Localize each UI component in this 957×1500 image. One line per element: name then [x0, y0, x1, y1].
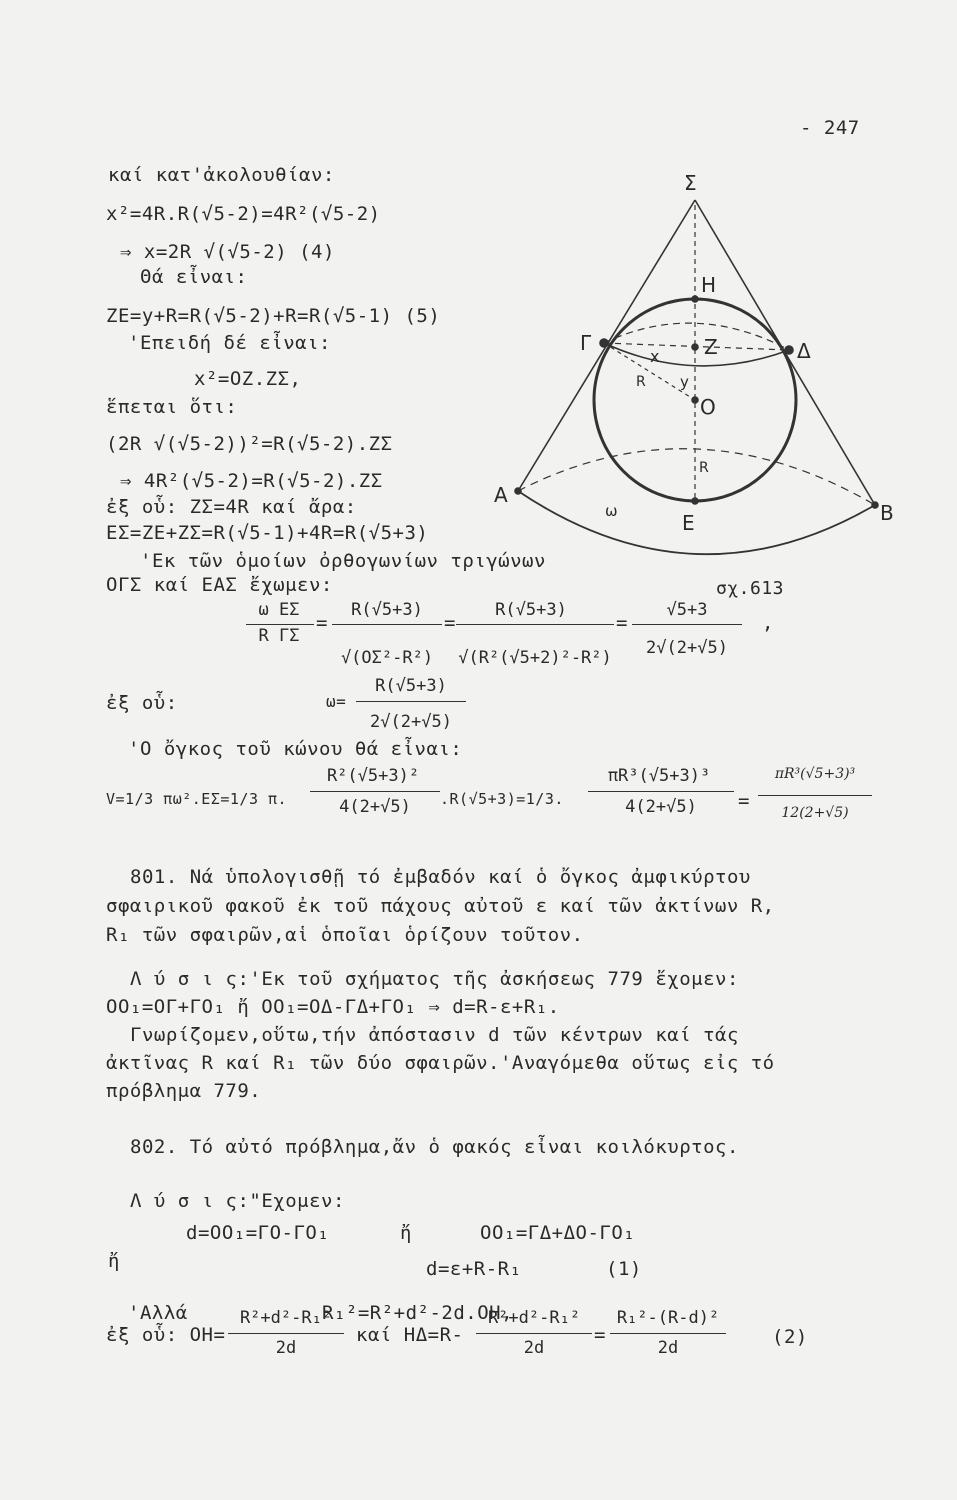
omega-lhs: ω= [326, 692, 347, 711]
derivation-line: 'Επειδή δέ εἶναι: [128, 332, 331, 354]
solution-802-line: 'Αλλά [128, 1302, 188, 1324]
solution-801-line: ἀκτῖνας R καί R₁ τῶν δύο σφαιρῶν.'Αναγόμεθα οὕτως εἰς τό [106, 1052, 775, 1074]
ratio-f1-bar [332, 624, 442, 625]
volume-den2: 4(2+√5) [625, 797, 697, 817]
point-h [692, 296, 698, 302]
point-z [692, 344, 698, 350]
derivation-line: 'Εκ τῶν ὁμοίων ὀρθογωνίων τριγώνων [140, 550, 546, 572]
problem-802: 802. Τό αὐτό πρόβλημα,ἄν ὁ φακός εἶναι κοιλόκυρτος. [130, 1136, 739, 1158]
base-back-arc [518, 449, 875, 505]
solution-801-line: πρόβλημα 779. [106, 1080, 262, 1102]
hd-bar [476, 1333, 592, 1334]
ratio-lhs-num: ω ΕΣ [258, 600, 300, 620]
solution-802-line: ἐξ οὗ: ΟΗ= [106, 1324, 226, 1346]
volume-part1: V=1/3 πω².ΕΣ=1/3 π. [106, 790, 288, 808]
label-base-center: Ε [682, 511, 695, 535]
omega-bar [356, 701, 466, 702]
derivation-line: ⇒ x=2R √(√5-2) (4) [120, 241, 335, 263]
point-o [692, 397, 698, 403]
solution-801-line: Γνωρίζομεν,οὕτω,τήν ἀπόστασιν d τῶν κέντρων καί τάς [130, 1024, 739, 1046]
solution-802-line: (1) [606, 1258, 642, 1280]
problem-801-line: σφαιρικοῦ φακοῦ ἐκ τοῦ πάχους αὐτοῦ ε καί τῶν ἀκτίνων R, [106, 895, 775, 917]
ratio-f1-den: √(ΟΣ²-R²) [340, 648, 434, 668]
point-g [600, 339, 608, 347]
solution-802-line: ΟΟ₁=ΓΔ+ΔΟ-ΓΟ₁ [480, 1222, 636, 1244]
volume-num1: R²(√5+3)² [326, 766, 420, 786]
label-center: Ο [700, 395, 716, 419]
ratio-eq: = [616, 612, 628, 634]
ratio-lhs-bar [246, 624, 314, 625]
label-x: x [650, 347, 660, 366]
solution-802-line: (2) [772, 1326, 808, 1348]
label-left-chord: Γ [580, 331, 592, 355]
ratio-f3-den: 2√(2+√5) [646, 638, 728, 658]
page-number: - 247 [800, 117, 860, 139]
ratio-lhs-den: R ΓΣ [258, 626, 300, 646]
ratio-f2-num: R(√5+3) [495, 600, 567, 620]
derivation-line: ἐξ οὗ: ΖΣ=4R καί ἄρα: [106, 496, 357, 518]
label-r1: R [636, 374, 646, 390]
derivation-line: ΟΓΣ καί ΕΑΣ ἔχωμεν: [106, 574, 333, 596]
solution-802-line: = [594, 1324, 606, 1346]
ratio-f3-num: √5+3 [666, 600, 708, 620]
solution-802-line: R₁²=R²+d²-2d.ΟΗ, [322, 1302, 514, 1324]
point-b [872, 502, 878, 508]
hd2-bar [610, 1333, 726, 1334]
derivation-line: ΖΕ=y+R=R(√5-2)+R=R(√5-1) (5) [106, 305, 441, 327]
derivation-line: ἕπεται ὅτι: [106, 396, 238, 418]
point-d [785, 346, 793, 354]
ratio-f2-bar [456, 624, 614, 625]
hd-num: R²+d²-R₁² [487, 1308, 581, 1328]
oh-bar [228, 1333, 344, 1334]
figure-caption: σχ.613 [716, 578, 785, 599]
label-omega: ω [605, 502, 618, 520]
solution-802-line: d=ε+R-R₁ [426, 1258, 522, 1280]
hd-den: 2d [523, 1338, 545, 1358]
omega-prefix: ἐξ οὗ: [106, 692, 178, 714]
label-top: Η [701, 273, 717, 297]
hd2-den: 2d [657, 1338, 679, 1358]
ratio-f3-bar [632, 624, 742, 625]
derivation-line: ΕΣ=ΖΕ+ΖΣ=R(√5-1)+4R=R(√5+3) [106, 522, 429, 544]
point-e [692, 498, 698, 504]
label-base-right: Β [880, 501, 894, 525]
oh-den: 2d [275, 1338, 297, 1358]
volume-num2: πR³(√5+3)³ [607, 766, 711, 786]
derivation-line: ⇒ 4R²(√5-2)=R(√5-2).ΖΣ [120, 470, 383, 492]
ratio-eq: = [444, 612, 456, 634]
solution-801-line: ΟΟ₁=ΟΓ+ΓΟ₁ ἤ ΟΟ₁=ΟΔ-ΓΔ+ΓΟ₁ ⇒ d=R-ε+R₁. [106, 996, 560, 1018]
problem-801-line: R₁ τῶν σφαιρῶν,αἱ ὁποῖαι ὁρίζουν τοῦτον. [106, 924, 584, 946]
volume-bar3 [758, 795, 872, 796]
label-apex: Σ [684, 171, 697, 195]
label-y: y [680, 373, 689, 391]
hd2-num: R₁²-(R-d)² [616, 1308, 720, 1328]
derivation-line: (2R √(√5-2))²=R(√5-2).ΖΣ [106, 433, 393, 455]
volume-eq: = [738, 790, 750, 812]
label-base-left: Α [494, 483, 508, 507]
label-r2: R [699, 460, 709, 476]
derivation-line: x²=4R.R(√5-2)=4R²(√5-2) [106, 203, 381, 225]
volume-bar2 [588, 791, 734, 792]
ratio-f2-den: √(R²(√5+2)²-R²) [458, 648, 612, 668]
solution-801-line: Λ ύ σ ι ς:'Εκ τοῦ σχήματος τῆς ἀσκήσεως 779 ἔχομεν: [130, 968, 739, 990]
solution-802-line: ἤ [108, 1250, 120, 1272]
omega-num: R(√5+3) [375, 676, 447, 696]
solution-802-line: d=ΟΟ₁=ΓΟ-ΓΟ₁ [186, 1222, 330, 1244]
solution-802-line: Λ ύ σ ι ς:"Εχομεν: [130, 1190, 345, 1212]
label-center-chord: Ζ [704, 335, 718, 359]
volume-den1: 4(2+√5) [339, 797, 411, 817]
derivation-line: x²=ΟΖ.ΖΣ, [194, 368, 302, 390]
label-right-chord: Δ [797, 339, 811, 363]
derivation-line: Θά εἶναι: [140, 266, 248, 288]
volume-intro: 'Ο ὄγκος τοῦ κώνου θά εἶναι: [128, 738, 463, 760]
volume-num3: πR³(√5+3)³ [774, 766, 856, 782]
ratio-trail: , [762, 612, 774, 634]
derivation-line: καί κατ'ἀκολουθίαν: [108, 164, 335, 186]
ratio-f1-num: R(√5+3) [351, 600, 423, 620]
volume-part2: .R(√5+3)=1/3. [440, 790, 564, 808]
volume-bar1 [310, 791, 440, 792]
problem-801-line: 801. Νά ὑπολογισθῇ τό ἐμβαδόν καί ὁ ὄγκος ἀμφικύρτου [130, 866, 751, 888]
oh-num: R²+d²-R₁² [239, 1308, 333, 1328]
point-a [515, 488, 521, 494]
solution-802-line: καί ΗΔ=R- [356, 1324, 464, 1346]
solution-802-line: ἤ [400, 1222, 412, 1244]
omega-den: 2√(2+√5) [370, 712, 452, 732]
ratio-eq: = [316, 612, 328, 634]
volume-den3: 12(2+√5) [781, 805, 849, 821]
